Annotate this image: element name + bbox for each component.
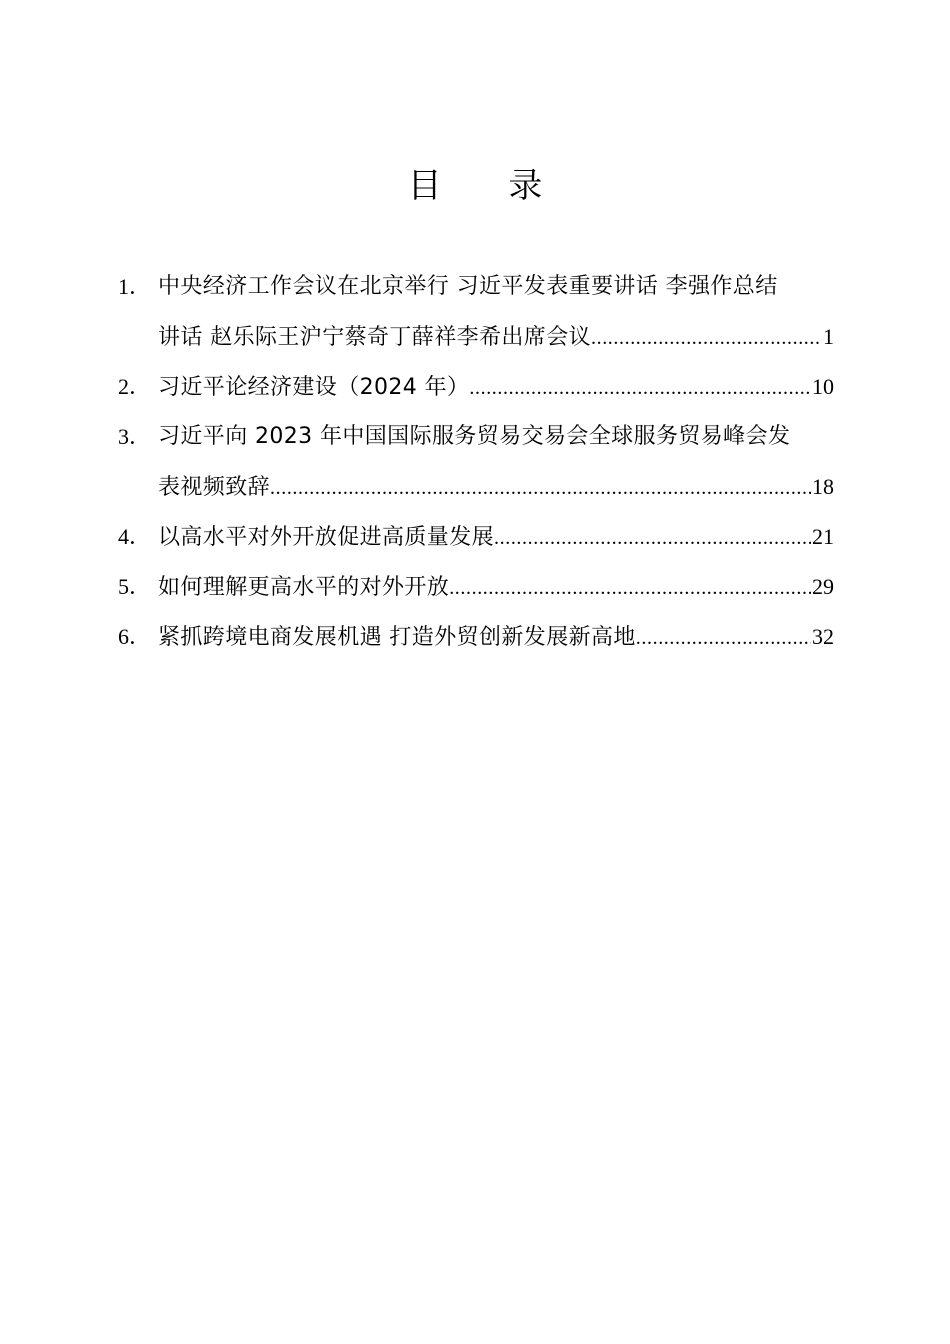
toc-entry-last-line [158, 312, 834, 362]
toc-entry-number: 6． [118, 624, 152, 649]
toc-entry-body [158, 612, 834, 662]
toc-entry-body [158, 562, 834, 612]
toc-entry-number: 1． [118, 274, 152, 299]
toc-entry-title-line: 中央经济工作会议在北京举行 习近平发表重要讲话 李强作总结 [158, 274, 778, 299]
toc-entry-6[interactable] [118, 612, 834, 662]
toc-entry-5[interactable] [118, 562, 834, 612]
toc-entry-page-number: 32 [812, 624, 834, 649]
toc-entry-title-tail: 讲话 赵乐际王沪宁蔡奇丁薛祥李希出席会议 [158, 325, 591, 350]
toc-entry-page-number: 29 [812, 574, 834, 599]
dot-leader [270, 463, 811, 512]
toc-title: 目 录 [407, 166, 571, 206]
toc-entry-title: 习近平论经济建设（2024 年） [158, 375, 470, 400]
toc-entry-last-line [158, 362, 834, 412]
toc-entry-body [158, 362, 834, 412]
toc-entry-last-line [158, 462, 834, 512]
toc-list [118, 262, 834, 662]
toc-entry-title: 紧抓跨境电商发展机遇 打造外贸创新发展新高地 [158, 625, 636, 650]
dot-leader [591, 313, 822, 362]
toc-entry-body [158, 512, 834, 562]
toc-entry-2[interactable] [118, 362, 834, 412]
toc-entry-number: 2． [118, 374, 152, 399]
toc-entry-title: 如何理解更高水平的对外开放 [158, 575, 450, 600]
toc-entry-number: 3． [118, 424, 152, 449]
toc-entry-1[interactable] [118, 262, 834, 362]
toc-entry-body [158, 262, 834, 362]
toc-entry-page-number: 1 [823, 324, 834, 349]
toc-entry-number: 5． [118, 574, 152, 599]
toc-entry-last-line [158, 562, 834, 612]
toc-entry-title-line: 习近平向 2023 年中国国际服务贸易交易会全球服务贸易峰会发 [158, 424, 791, 449]
toc-entry-3[interactable] [118, 412, 834, 512]
toc-entry-last-line [158, 512, 834, 562]
toc-entry-body [158, 412, 834, 512]
dot-leader [469, 363, 811, 412]
toc-entry-last-line [158, 612, 834, 662]
dot-leader [449, 563, 811, 612]
toc-entry-title: 以高水平对外开放促进高质量发展 [158, 525, 495, 550]
toc-entry-page-number: 18 [812, 474, 834, 499]
toc-entry-page-number: 21 [812, 524, 834, 549]
toc-entry-4[interactable] [118, 512, 834, 562]
toc-entry-number: 4． [118, 524, 152, 549]
toc-entry-page-number: 10 [812, 374, 834, 399]
dot-leader [636, 613, 811, 662]
toc-entry-title-tail: 表视频致辞 [158, 475, 271, 500]
dot-leader [494, 513, 811, 562]
